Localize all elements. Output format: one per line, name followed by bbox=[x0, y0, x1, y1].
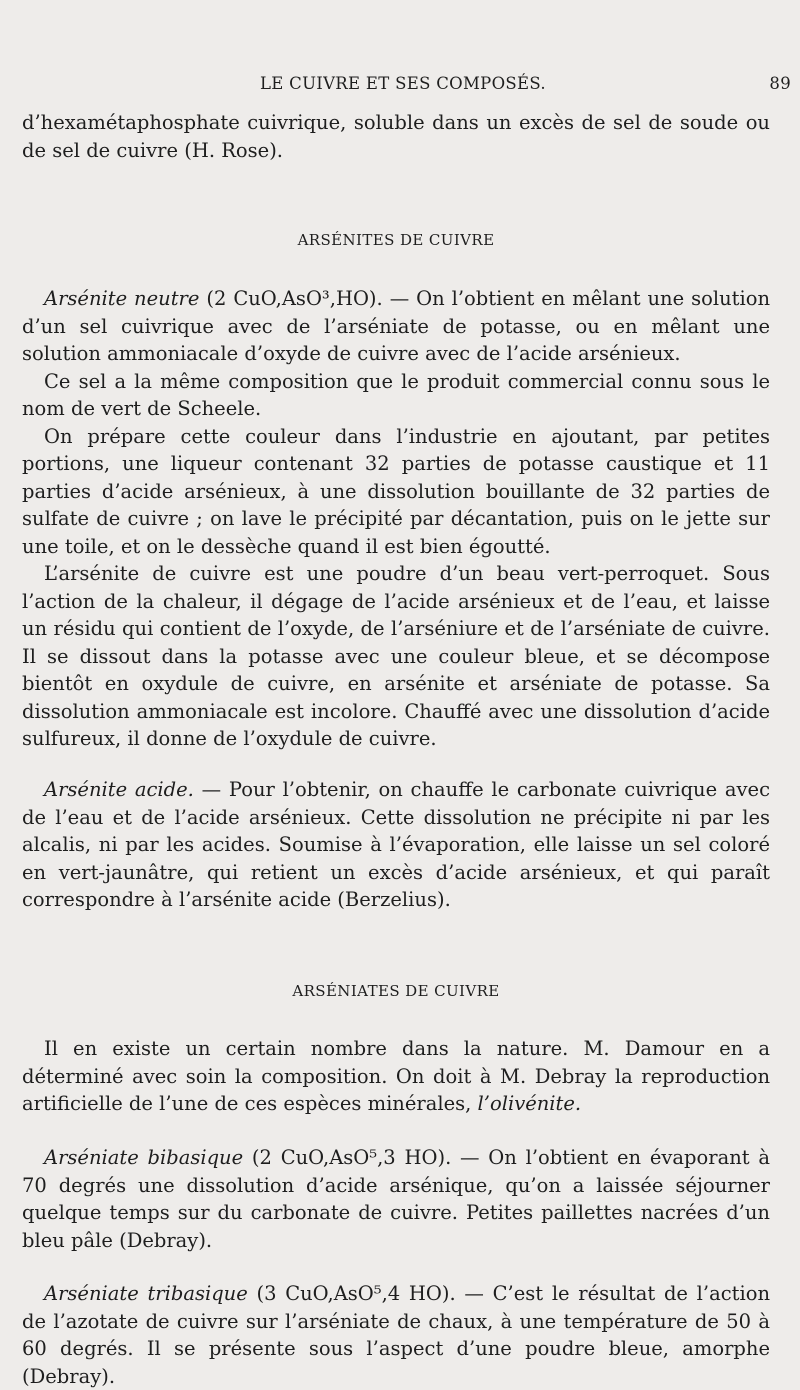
text-arsenite-acide: — Pour l’obtenir, on chauffe le carbonate cuivrique avec de l’eau et de l’acide arsénieux. Cette dissolution ne précipite ni par les alcalis, ni par les acides. Soumise à l’évaporation, elle laisse un sel coloré en vert-jaunâtre, qui retient un excès d’acide arsénieux, et qui paraît correspondre à l’arsénite acide (Berzelius). bbox=[22, 778, 770, 911]
arseniates-intro-body bbox=[22, 1035, 770, 1118]
paragraph-preparation: On prépare cette couleur dans l’industrie en ajoutant, par petites portions, une liqueur contenant 32 parties de potasse caustique et 11 parties d’acide arsénieux, à une dissolution bouillante de 32 parties de sulfate de cuivre ; on lave le précipité par décantation, puis on le jette sur une toile, et on le dessèche quand il est bien égoutté. bbox=[22, 424, 770, 558]
page-header bbox=[40, 74, 795, 98]
intro-paragraph bbox=[22, 109, 770, 164]
formula-arseniate-tribasique: (3 CuO,AsO⁵,4 HO). bbox=[256, 1282, 456, 1305]
paragraph-arseniate-bibasique bbox=[22, 1144, 770, 1254]
arsenite-acide-body bbox=[22, 776, 770, 914]
paragraph-arsenite-acide bbox=[22, 776, 770, 914]
paragraph-scheele: Ce sel a la même composition que le produit commercial connu sous le nom de vert de Scheele. bbox=[22, 369, 770, 420]
tribasique-body bbox=[22, 1280, 770, 1390]
text-arseniate-tribasique: — C’est le résultat de l’action de l’azotate de cuivre sur l’arséniate de chaux, à une température de 50 à 60 degrés. Il se présente sous l’aspect d’une poudre bleue, amorphe (Debray). bbox=[22, 1282, 771, 1388]
paragraph-arseniate-tribasique bbox=[22, 1280, 770, 1390]
text-arseniates-intro: Il en existe un certain nombre dans la nature. M. Damour en a déterminé avec soin la composition. On doit à M. Debray la reproduction artificielle de l’une de ces espèces minérales, bbox=[22, 1037, 770, 1115]
running-title: LE CUIVRE ET SES COMPOSÉS. bbox=[260, 74, 546, 93]
bibasique-body bbox=[22, 1144, 770, 1254]
intro-text: d’hexamétaphosphate cuivrique, soluble dans un excès de sel de soude ou de sel de cuivre (H. Rose). bbox=[22, 111, 770, 162]
heading-arsenites: ARSÉNITES DE CUIVRE bbox=[297, 231, 495, 249]
term-arsenite-neutre: Arsénite neutre bbox=[44, 287, 200, 310]
term-arsenite-acide: Arsénite acide. bbox=[44, 778, 194, 801]
formula-arseniate-bibasique: (2 CuO,AsO⁵,3 HO). bbox=[251, 1146, 452, 1169]
paragraph-arsenite-neutre bbox=[22, 285, 770, 368]
term-arseniate-tribasique: Arséniate tribasique bbox=[44, 1282, 248, 1305]
heading-arseniates: ARSÉNIATES DE CUIVRE bbox=[292, 982, 500, 1000]
text-arseniate-bibasique: — On l’obtient en évaporant à 70 degrés une dissolution d’acide arsénique, qu’on a laissée séjourner quelque temps sur du carbonate de cuivre. Petites paillettes nacrées d’un bleu pâle (Debray). bbox=[22, 1146, 770, 1252]
paragraph-arseniates-intro bbox=[22, 1035, 770, 1118]
term-olivenite: l’olivénite. bbox=[477, 1092, 582, 1115]
page-number: 89 bbox=[769, 74, 791, 93]
paragraph-properties: L’arsénite de cuivre est une poudre d’un beau vert-perroquet. Sous l’action de la chaleur, il dégage de l’acide arsénieux et de l’eau, et laisse un résidu qui contient de l’oxyde, de l’arséniure et de l’arséniate de cuivre. Il se dissout dans la potasse avec une couleur bleue, et se décompose bientôt en oxydule de cuivre, en arsénite et arséniate de potasse. Sa dissolution ammoniacale est incolore. Chauffé avec une dissolution d’acide sulfureux, il donne de l’oxydule de cuivre. bbox=[22, 562, 770, 750]
arsenites-body bbox=[22, 285, 770, 753]
term-arseniate-bibasique: Arséniate bibasique bbox=[44, 1146, 244, 1169]
formula-arsenite-neutre: (2 CuO,AsO³,HO). bbox=[206, 287, 383, 310]
text-arsenite-neutre: — On l’obtient en mêlant une solution d’un sel cuivrique avec de l’arséniate de potasse, ou en mêlant une solution ammoniacale d’oxyde de cuivre avec de l’acide arsénieux. bbox=[22, 287, 771, 365]
